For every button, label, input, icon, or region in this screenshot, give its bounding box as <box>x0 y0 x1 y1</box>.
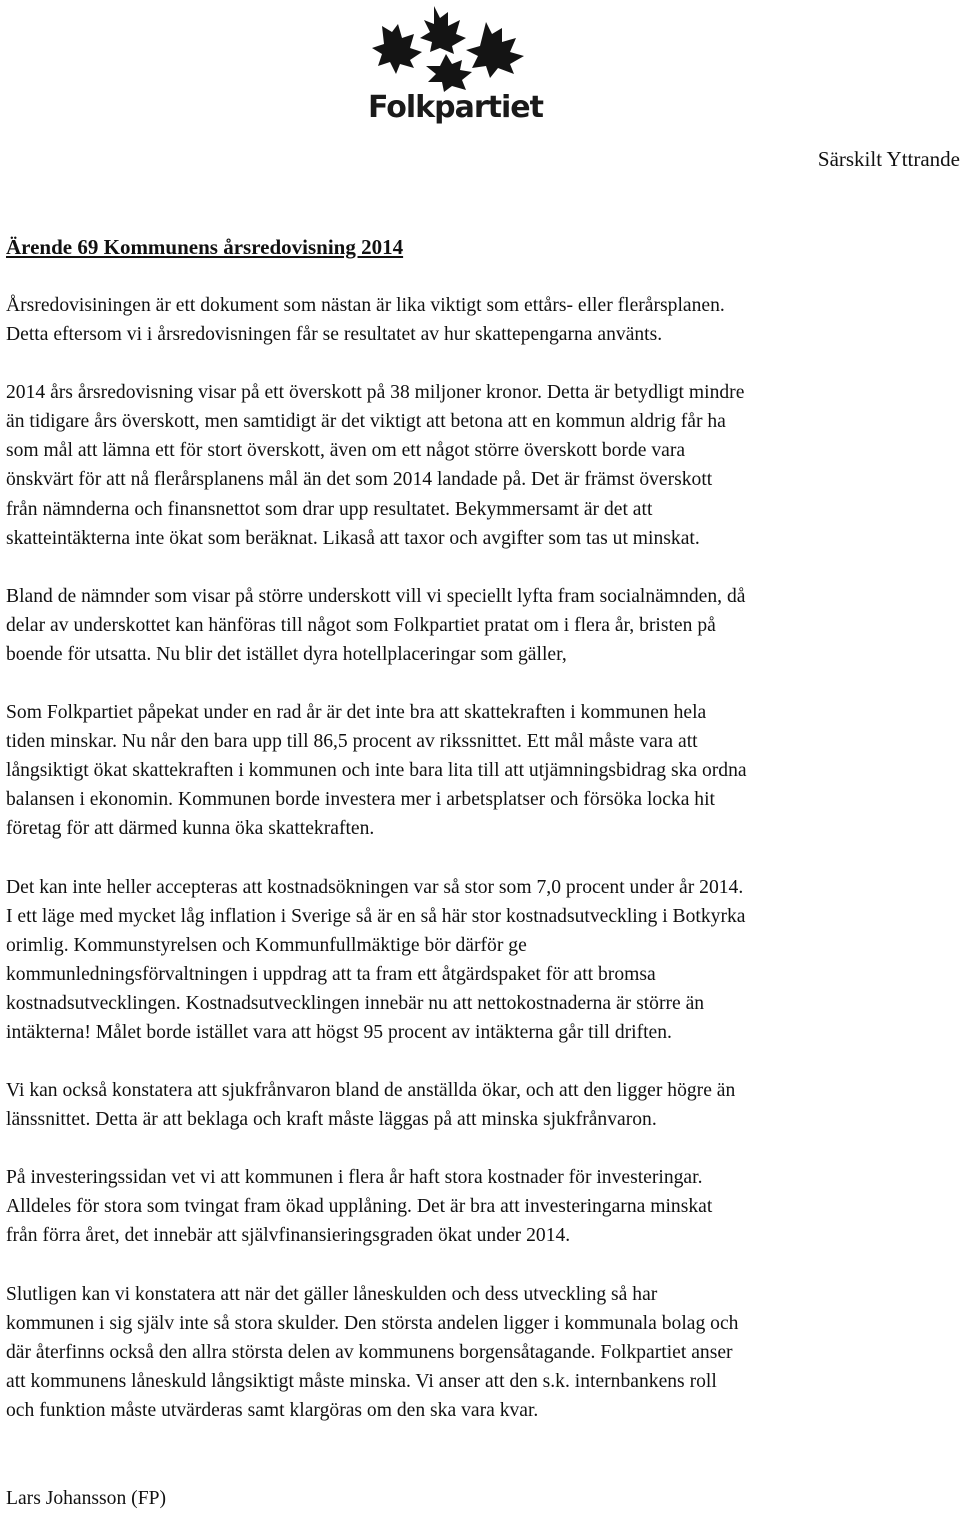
document-type: Särskilt Yttrande <box>817 147 960 171</box>
logo-wordmark: Folkpartiet <box>368 90 543 125</box>
text-line: där återfinns också den allra största delen av kommunens borgensåtagande. Folkpartiet anser <box>6 1341 733 1363</box>
text-line: balansen i ekonomin. Kommunen borde investera mer i arbetsplatser och försöka locka hit <box>6 789 715 811</box>
text-line: Slutligen kan vi konstatera att när det gäller låneskulden och dess utveckling så har <box>6 1283 658 1305</box>
text-line: och funktion måste utvärderas samt klargöras om den ska vara kvar. <box>6 1399 539 1421</box>
text-line: länssnittet. Detta är att beklaga och kraft måste läggas på att minska sjukfrånvaron. <box>6 1109 657 1131</box>
text-line: Alldeles för stora som tvingat fram ökad upplåning. Det är bra att investeringarna minskat <box>6 1196 713 1218</box>
text-line: kostnadsutvecklingen. Kostnadsutvecklingen innebär nu att nettokostnaderna är större än <box>6 992 705 1014</box>
text-line: än tidigare års överskott, men samtidigt är det viktigt att betona att en kommun aldrig får ha <box>6 411 726 433</box>
text-line: önskvärt för att nå flerårsplanens mål än det som 2014 landade på. Det är främst överskott <box>6 469 713 491</box>
paragraph-5 <box>6 873 960 1048</box>
text-line: Som Folkpartiet påpekat under en rad år är det inte bra att skattekraften i kommunen hela <box>6 702 707 724</box>
maple-leaves-logo-icon <box>368 4 534 94</box>
paragraph-1 <box>6 291 960 349</box>
text-line: På investeringssidan vet vi att kommunen i flera år haft stora kostnader för investeringar. <box>6 1167 703 1189</box>
document-body <box>6 291 960 1425</box>
text-line: Det kan inte heller accepteras att kostnadsökningen var så stor som 7,0 procent under år 2014. <box>6 876 744 898</box>
text-line: intäkterna! Målet borde istället vara att högst 95 procent av intäkterna går till driften. <box>6 1021 672 1043</box>
text-line: som mål att lämna ett för stort överskott, även om ett något större överskott borde vara <box>6 440 686 462</box>
party-logo <box>368 4 543 132</box>
paragraph-6 <box>6 1076 960 1134</box>
paragraph-8 <box>6 1280 960 1425</box>
text-line: kommunledningsförvaltningen i uppdrag att ta fram ett åtgärdspaket för att bromsa <box>6 963 656 985</box>
text-line: tiden minskar. Nu når den bara upp till 86,5 procent av rikssnittet. Ett mål måste vara att <box>6 731 698 753</box>
text-line: skatteintäkterna inte ökat som beräknat. Likaså att taxor och avgifter som tas ut minskat. <box>6 527 700 549</box>
paragraph-7 <box>6 1163 960 1250</box>
text-line: långsiktigt ökat skattekraften i kommunen och inte bara lita till att utjämningsbidrag ska ordna <box>6 760 747 782</box>
paragraph-2 <box>6 378 960 553</box>
text-line: kommunen i sig själv inte så stora skulder. Den största andelen ligger i kommunala bolag och <box>6 1312 739 1334</box>
text-line: företag för att därmed kunna öka skattekraften. <box>6 818 375 840</box>
text-line: Vi kan också konstatera att sjukfrånvaron bland de anställda ökar, och att den ligger högre än <box>6 1080 736 1102</box>
text-line: Bland de nämnder som visar på större underskott vill vi speciellt lyfta fram socialnämnden, då <box>6 585 746 607</box>
text-line: från nämnderna och finansnettot som drar upp resultatet. Bekymmersamt är det att <box>6 498 653 520</box>
text-line: delar av underskottet kan hänföras till något som Folkpartiet pratat om i flera år, bristen på <box>6 614 716 636</box>
paragraph-3 <box>6 582 960 669</box>
text-line: att kommunens låneskuld långsiktigt måste minska. Vi anser att den s.k. internbankens roll <box>6 1370 717 1392</box>
paragraph-4 <box>6 698 960 843</box>
text-line: I ett läge med mycket låg inflation i Sverige så är en så här stor kostnadsutveckling i Botkyrka <box>6 905 746 927</box>
text-line: Årsredovisiningen är ett dokument som nästan är lika viktigt som ettårs- eller flerårsplanen. <box>6 295 725 316</box>
text-line: orimlig. Kommunstyrelsen och Kommunfullmäktige bör därför ge <box>6 934 527 956</box>
page-title: Ärende 69 Kommunens årsredovisning 2014 <box>6 235 404 259</box>
text-line: från förra året, det innebär att självfinansieringsgraden ökat under 2014. <box>6 1225 571 1247</box>
text-line: boende för utsatta. Nu blir det istället dyra hotellplaceringar som gäller, <box>6 643 567 665</box>
signature: Lars Johansson (FP) <box>6 1488 167 1509</box>
text-line: Detta eftersom vi i årsredovisningen får se resultatet av hur skattepengarna använts. <box>6 324 663 346</box>
text-line: 2014 års årsredovisning visar på ett överskott på 38 miljoner kronor. Detta är betydligt mindre <box>6 382 745 404</box>
